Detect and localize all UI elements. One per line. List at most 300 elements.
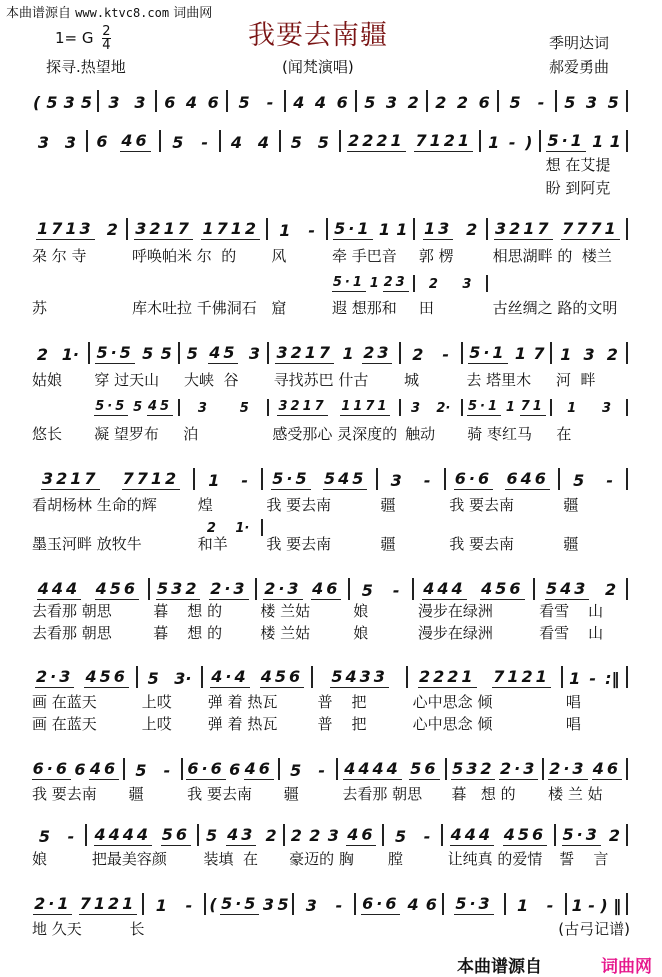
bar-line: [399, 399, 401, 416]
lyric-segment: 古丝绸之 路的文明: [492, 299, 618, 317]
note-group: 7: [533, 344, 545, 363]
lyricist: 季明达词: [549, 34, 610, 52]
notation-row: [30, 340, 630, 364]
measure: [359, 93, 424, 112]
note-group: 3: [410, 401, 420, 416]
bar-line: [326, 218, 328, 240]
bar-line: [412, 578, 414, 600]
note-group: 5: [205, 826, 218, 845]
lyric-segment: 上哎: [141, 693, 172, 711]
note-group: 4444: [344, 759, 401, 778]
note-group: 2221: [348, 131, 405, 150]
bar-line: [486, 275, 488, 292]
bar-line: [204, 893, 206, 915]
key-signature: [55, 24, 111, 54]
lyric-segment: 长: [129, 920, 145, 938]
note-group: 5: [564, 93, 576, 112]
note-group: 6: [336, 93, 348, 112]
note-group: 456: [85, 667, 128, 686]
bar-line: [426, 90, 428, 112]
note-group: 2221: [419, 667, 476, 686]
bar-line: [445, 758, 447, 780]
note-group: 5: [142, 344, 154, 363]
bar-line: [626, 218, 628, 240]
lyric-segment: 豪迈的 胸: [289, 850, 354, 868]
note-group: 6: [96, 132, 108, 151]
measure: [554, 401, 624, 416]
lyric-segment: 呼唤帕米 尔 的: [132, 247, 237, 265]
note-group: 2: [412, 345, 424, 364]
bar-line: [97, 90, 99, 112]
note-group: 46: [121, 131, 150, 150]
measure: [449, 759, 540, 780]
note-group: 3: [63, 93, 75, 112]
note-group: 45: [147, 399, 173, 414]
bar-line: [339, 130, 341, 152]
measure: [30, 759, 121, 780]
bar-line: [155, 90, 157, 112]
note-group: 444: [37, 579, 81, 598]
bar-line: [178, 342, 180, 364]
note-group: ): [525, 133, 533, 152]
lyric-segment: 疆: [380, 496, 396, 514]
note-group: -: [308, 221, 316, 240]
note-group: 56: [410, 759, 439, 778]
lyric-segment: 凝 望罗布: [94, 425, 159, 443]
note-group: 2: [309, 826, 321, 845]
lyric-segment: 郭 楞: [418, 247, 454, 265]
lyric-segment: 看胡杨林 生命的辉: [32, 496, 157, 514]
lyric-segment: 装填 在: [203, 850, 258, 868]
lyric-row: [30, 714, 630, 734]
note-group: 3: [390, 471, 402, 490]
measure: [430, 93, 495, 112]
lyric-segment: 在: [556, 425, 572, 443]
lyric-segment: 大峡 谷: [184, 371, 239, 389]
note-group: 1: [569, 669, 581, 688]
lyric-row-alt: [30, 424, 630, 444]
measure: [330, 275, 411, 292]
lyric-segment: 暮 想 的: [153, 602, 223, 620]
lyric-segment: 牵 手巴音: [332, 247, 397, 265]
measure: [559, 93, 624, 112]
note-group: 7121: [415, 131, 472, 150]
lyric-segment: 心中思念 倾: [412, 715, 493, 733]
bar-line: [406, 666, 408, 688]
bar-line: [88, 342, 90, 364]
note-group: 6·6: [187, 759, 225, 778]
note-group: 3: [64, 133, 76, 152]
notation-row: [30, 756, 630, 780]
composer: 郝爱勇曲: [549, 58, 610, 76]
lyric-segment: 弹 着 热瓦: [207, 715, 278, 733]
note-group: 23: [383, 275, 408, 290]
lyric-row: [30, 692, 630, 712]
lyric-segment: 窟: [271, 299, 287, 317]
lyric-segment: 唱: [565, 715, 581, 733]
note-group: 5433: [331, 667, 388, 686]
note-group: 1·: [61, 345, 79, 364]
note-group: 5: [133, 400, 143, 415]
lyric-segment: 上哎: [141, 715, 172, 733]
note-group: 1: [396, 220, 408, 239]
note-group: 6·6: [454, 469, 493, 488]
bar-line: [626, 578, 628, 600]
lyric-segment: 河 畔: [556, 371, 596, 389]
note-group: 5·5: [272, 469, 310, 488]
lyric-segment: 漫步在绿洲: [417, 602, 493, 620]
measure: [315, 667, 404, 688]
bar-line: [626, 666, 628, 688]
measure: [223, 133, 277, 152]
lyric-segment: 泊: [183, 425, 199, 443]
note-group: 5: [135, 761, 147, 780]
note-group: -: [185, 896, 193, 915]
alt-notation-row: [30, 396, 630, 416]
measure: [127, 761, 179, 780]
note-group: 5·1: [334, 219, 372, 238]
lyric-segment: 田: [418, 299, 434, 317]
bar-line: [255, 578, 257, 600]
measure: [185, 759, 276, 780]
note-group: 5·3: [455, 894, 493, 913]
note-group: 5: [46, 93, 58, 112]
lyric-row-alt: [30, 534, 630, 554]
lyric-segment: 去看那 朝思: [342, 785, 423, 803]
lyric-row: [30, 601, 630, 621]
lyric-segment: 地 久天: [32, 920, 82, 938]
lyric-row: [30, 155, 630, 175]
note-group: 3: [462, 277, 472, 292]
note-group: 2: [605, 580, 617, 599]
measure: [182, 343, 266, 364]
note-group: 646: [506, 469, 549, 488]
note-group: 2·3: [210, 579, 248, 598]
note-group: 3: [585, 93, 598, 112]
lyric-row: [30, 178, 630, 198]
note-group: 3: [197, 401, 207, 416]
lyric-segment: 姑娘: [32, 371, 63, 389]
lyric-row: [30, 246, 630, 266]
note-group: 4·4: [211, 667, 249, 686]
measure: [416, 579, 532, 600]
lyric-segment: 穿 过天山: [94, 371, 160, 389]
time-top: 2: [102, 24, 111, 39]
note-group: 5: [317, 133, 329, 152]
note-group: 2: [606, 345, 618, 364]
lyric-row: [30, 784, 630, 804]
note-group: ‖: [613, 896, 622, 915]
measure: [92, 399, 176, 416]
measure: [271, 399, 397, 416]
bar-line: [261, 468, 263, 490]
notation-row: [30, 128, 630, 152]
note-group: 2: [608, 826, 620, 845]
bar-line: [355, 90, 357, 112]
note-group: 2·1: [34, 894, 72, 913]
measure: [446, 894, 501, 915]
note-group: 1: [155, 896, 167, 915]
note-group: 5: [364, 93, 376, 112]
note-group: 2·3: [549, 759, 587, 778]
measure: [30, 469, 191, 490]
lyric-segment: 城: [404, 371, 420, 389]
lyric-segment: 疆: [563, 535, 579, 553]
note-group: (: [33, 93, 41, 112]
note-group: 2: [428, 277, 438, 292]
lyric-segment: 寻找苏巴 什古: [273, 371, 369, 389]
measure: [30, 345, 86, 364]
lyric-segment: 风: [271, 247, 287, 265]
measure: [30, 579, 146, 600]
note-group: 3: [327, 826, 339, 845]
note-group: ): [600, 896, 608, 915]
note-group: 3217: [495, 219, 552, 238]
lyric-segment: 让纯真 的爱情: [447, 850, 543, 868]
bar-line: [497, 90, 499, 112]
note-group: 7712: [122, 469, 180, 488]
lyric-segment: 触动: [405, 425, 436, 443]
measure: [182, 401, 266, 416]
lyric-segment: [180, 918, 630, 939]
note-group: 1: [208, 471, 220, 490]
measure: [283, 133, 337, 152]
bar-line: [201, 666, 203, 688]
bar-line: [382, 824, 384, 846]
note-group: 13: [424, 219, 453, 238]
bar-line: [479, 130, 481, 152]
note-group: 3: [583, 345, 595, 364]
measure: [380, 471, 442, 490]
measure: [259, 579, 346, 600]
measure: [445, 825, 551, 846]
note-group: 1: [516, 896, 529, 915]
note-group: 532: [157, 579, 200, 598]
note-group: 71: [520, 399, 545, 414]
measure: [417, 277, 484, 292]
bar-line: [550, 342, 552, 364]
measure: [265, 469, 373, 490]
note-group: 3: [602, 401, 612, 416]
bar-line: [86, 130, 88, 152]
measure: [537, 579, 624, 600]
note-group: -: [67, 827, 75, 846]
note-group: 3: [385, 93, 398, 112]
note-group: 1: [279, 221, 291, 240]
bar-line: [441, 824, 443, 846]
note-group: 1: [342, 344, 354, 363]
note-group: 5: [172, 133, 184, 152]
bar-line: [193, 468, 195, 490]
site-url[interactable]: www.ktvc8.com: [75, 6, 170, 20]
note-group: 46: [89, 759, 119, 778]
source-label: 本曲谱源自: [6, 6, 72, 21]
note-group: 2: [435, 93, 447, 112]
measure: [287, 825, 380, 846]
lyric-segment: 煌: [197, 496, 213, 514]
note-group: 1171: [341, 399, 390, 414]
note-group: 5: [607, 93, 619, 112]
measure: [352, 581, 410, 600]
singer: (闻梵演唱): [282, 58, 354, 76]
measure: [403, 401, 459, 416]
measure: [465, 399, 549, 416]
measure: [30, 894, 140, 915]
note-group: 1: [560, 345, 572, 364]
measure: [288, 93, 353, 112]
note-group: 6: [207, 93, 219, 112]
note-group: 545: [324, 469, 367, 488]
lyric-segment: 看雪 山: [539, 624, 604, 642]
bar-line: [504, 893, 506, 915]
lyric-segment: 朶 尔 寺: [32, 247, 87, 265]
bar-line: [626, 399, 628, 416]
lyric-segment: 心中思念 倾: [412, 693, 493, 711]
bar-line: [533, 578, 535, 600]
measure: [163, 133, 217, 152]
site-name: 词曲网: [173, 6, 213, 21]
note-group: 46: [244, 759, 273, 778]
note-group: 5·1: [547, 131, 585, 150]
measure: [30, 827, 83, 846]
lyric-segment: 我 要去南: [266, 496, 332, 514]
note-group: 532: [452, 759, 495, 778]
bar-line: [413, 275, 415, 292]
note-group: -: [423, 827, 431, 846]
measure: [30, 667, 134, 688]
bar-line: [142, 893, 144, 915]
measure: [565, 669, 624, 688]
lyric-row: [30, 849, 630, 869]
note-group: (: [209, 895, 217, 914]
note-group: 7771: [562, 219, 619, 238]
note-group: 5·3: [562, 825, 600, 844]
bar-line: [336, 758, 338, 780]
time-bottom: 4: [102, 38, 111, 53]
note-group: 46: [592, 759, 621, 778]
note-group: 456: [481, 579, 524, 598]
note-group: 1: [567, 401, 577, 416]
note-group: :‖: [605, 669, 620, 688]
lyric-row: [30, 370, 630, 390]
lyric-segment: 悠长: [32, 425, 63, 443]
note-group: 1·: [235, 521, 250, 536]
note-group: -: [241, 471, 249, 490]
note-group: 56: [161, 825, 191, 844]
lyric-segment: 娘: [353, 624, 369, 642]
lyric-segment: 唱: [565, 693, 581, 711]
note-group: 46: [312, 579, 341, 598]
note-group: -: [442, 345, 450, 364]
lyric-segment: 暮 想 的: [451, 785, 516, 803]
note-group: 5: [361, 581, 373, 600]
lyric-segment: 画 在蓝天: [32, 693, 97, 711]
measure: [146, 896, 201, 915]
note-group: 5: [238, 93, 250, 112]
measure: [483, 133, 537, 152]
lyric-segment: 娘: [353, 602, 369, 620]
note-group: 4: [257, 133, 269, 152]
measure: [296, 896, 351, 915]
note-group: 5·1: [469, 343, 507, 362]
note-group: 2: [36, 345, 48, 364]
note-group: 4444: [94, 825, 152, 844]
note-group: 444: [450, 825, 494, 844]
note-group: 5: [573, 471, 585, 490]
bar-line: [413, 218, 415, 240]
note-group: 6: [74, 760, 86, 779]
bar-line: [486, 218, 488, 240]
lyric-segment: 漫步在绿洲: [417, 624, 493, 642]
lyric-segment: 楼 兰姑: [260, 602, 311, 620]
note-group: 5: [80, 93, 92, 112]
bar-line: [283, 824, 285, 846]
album: 探寻.热望地: [46, 58, 126, 76]
note-group: 2·3: [36, 667, 74, 686]
note-group: -: [537, 93, 545, 112]
measure: [282, 761, 334, 780]
lyric-segment: 誓 言: [559, 850, 609, 868]
note-group: 5·1: [467, 399, 500, 414]
bar-line: [278, 758, 280, 780]
note-group: -: [163, 761, 171, 780]
measure: [130, 219, 264, 240]
measure: [558, 825, 624, 846]
notation-row: [30, 891, 630, 915]
bar-line: [444, 468, 446, 490]
site-watermark: [6, 2, 212, 21]
lyric-segment: 感受那心 灵深度的: [272, 425, 398, 443]
lyric-segment: 普 把: [317, 693, 367, 711]
lyric-segment: 去看那 朝思: [32, 602, 112, 620]
bar-line: [284, 90, 286, 112]
footer-site: 词曲网: [601, 957, 652, 977]
measure: [30, 93, 95, 112]
note-group: 2: [456, 93, 469, 112]
measure: [562, 471, 624, 490]
measure: [543, 131, 624, 152]
measure: [403, 345, 459, 364]
lyric-segment: 疆: [128, 785, 144, 803]
note-group: 6·6: [362, 894, 400, 913]
measure: [358, 894, 441, 915]
bar-line: [558, 468, 560, 490]
note-group: -: [588, 896, 595, 915]
note-group: 5·5: [221, 894, 259, 913]
lyric-segment: 看雪 山: [539, 602, 604, 620]
bar-line: [292, 893, 294, 915]
note-group: 1: [378, 220, 390, 239]
bar-line: [348, 578, 350, 600]
lyric-segment: 相思湖畔 的 楼兰: [492, 247, 612, 265]
note-group: -: [266, 93, 274, 112]
note-group: 1: [488, 133, 500, 152]
note-group: 3217: [278, 399, 327, 414]
note-group: -: [201, 133, 208, 152]
measure: [271, 343, 397, 364]
bar-line: [136, 666, 138, 688]
lyric-segment: 我 要去南: [266, 535, 332, 553]
bar-line: [550, 399, 552, 416]
note-group: 4: [293, 93, 305, 112]
note-group: 5: [160, 344, 172, 363]
bar-line: [267, 342, 269, 364]
transcriber-credit: (古弓记谱): [558, 920, 630, 938]
note-group: 3: [262, 895, 275, 914]
lyric-row: [30, 623, 630, 643]
measure: [205, 667, 309, 688]
bar-line: [555, 90, 557, 112]
